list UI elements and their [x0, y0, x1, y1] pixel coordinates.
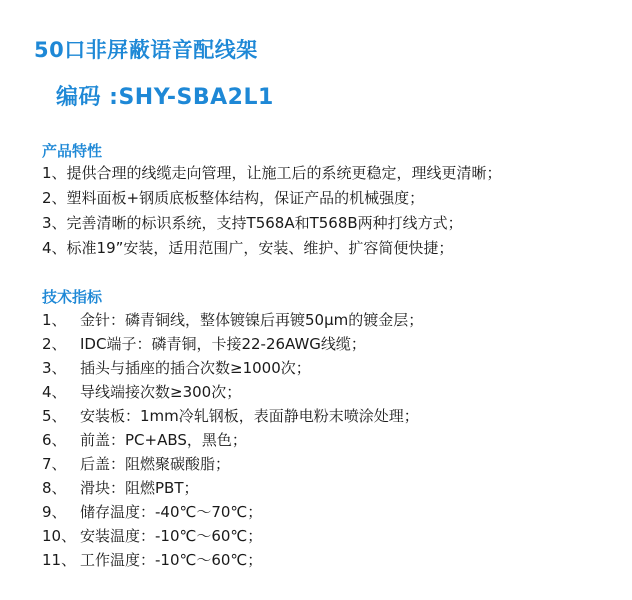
- spec-item: [42, 382, 241, 402]
- spec-item: [42, 358, 311, 378]
- spec-number: 10、: [42, 527, 77, 545]
- spec-number: 11、: [42, 551, 77, 569]
- spec-text: 安装温度：-10℃～60℃；: [80, 527, 263, 545]
- spec-item: [42, 550, 262, 570]
- spec-item: [42, 406, 419, 426]
- spec-item: [42, 334, 366, 354]
- spec-number: 7、: [42, 455, 67, 473]
- spec-number: 5、: [42, 407, 67, 425]
- spec-number: 3、: [42, 359, 67, 377]
- spec-number: 8、: [42, 479, 67, 497]
- product-model-code: 编码 :SHY-SBA2L1: [56, 85, 274, 110]
- spec-item: [42, 454, 230, 474]
- spec-number: 4、: [42, 383, 67, 401]
- spec-text: 导线端接次数≥300次；: [80, 383, 242, 401]
- specs-heading: 技术指标: [42, 288, 103, 306]
- spec-item: [42, 502, 262, 522]
- spec-text: 金针：磷青铜线，整体镀镍后再镀50μm的镀金层；: [80, 311, 424, 329]
- feature-item: 4、标准19”安装，适用范围广，安装、维护、扩容简便快捷；: [42, 239, 454, 257]
- feature-item: 1、提供合理的线缆走向管理，让施工后的系统更稳定，理线更清晰；: [42, 164, 502, 182]
- product-title: 50口非屏蔽语音配线架: [34, 38, 258, 62]
- spec-text: 工作温度：-10℃～60℃；: [80, 551, 263, 569]
- spec-text: 后盖：阻燃聚碳酸脂；: [80, 455, 231, 473]
- spec-item: [42, 310, 423, 330]
- spec-number: 9、: [42, 503, 67, 521]
- features-heading: 产品特性: [42, 142, 103, 160]
- spec-text: 前盖：PC+ABS，黑色；: [80, 431, 247, 449]
- spec-text: 安装板：1mm冷轧钢板，表面静电粉末喷涂处理；: [80, 407, 419, 425]
- spec-number: 6、: [42, 431, 67, 449]
- spec-item: [42, 526, 262, 546]
- spec-number: 2、: [42, 335, 67, 353]
- spec-item: [42, 478, 199, 498]
- spec-text: IDC端子：磷青铜，卡接22-26AWG线缆；: [80, 335, 366, 353]
- feature-item: 2、塑料面板+钢质底板整体结构，保证产品的机械强度；: [42, 189, 425, 207]
- spec-number: 1、: [42, 311, 67, 329]
- spec-item: [42, 430, 247, 450]
- spec-text: 滑块：阻燃PBT；: [80, 479, 199, 497]
- feature-item: 3、完善清晰的标识系统，支持T568A和T568B两种打线方式；: [42, 214, 463, 232]
- spec-text: 插头与插座的插合次数≥1000次；: [80, 359, 311, 377]
- spec-text: 储存温度：-40℃～70℃；: [80, 503, 263, 521]
